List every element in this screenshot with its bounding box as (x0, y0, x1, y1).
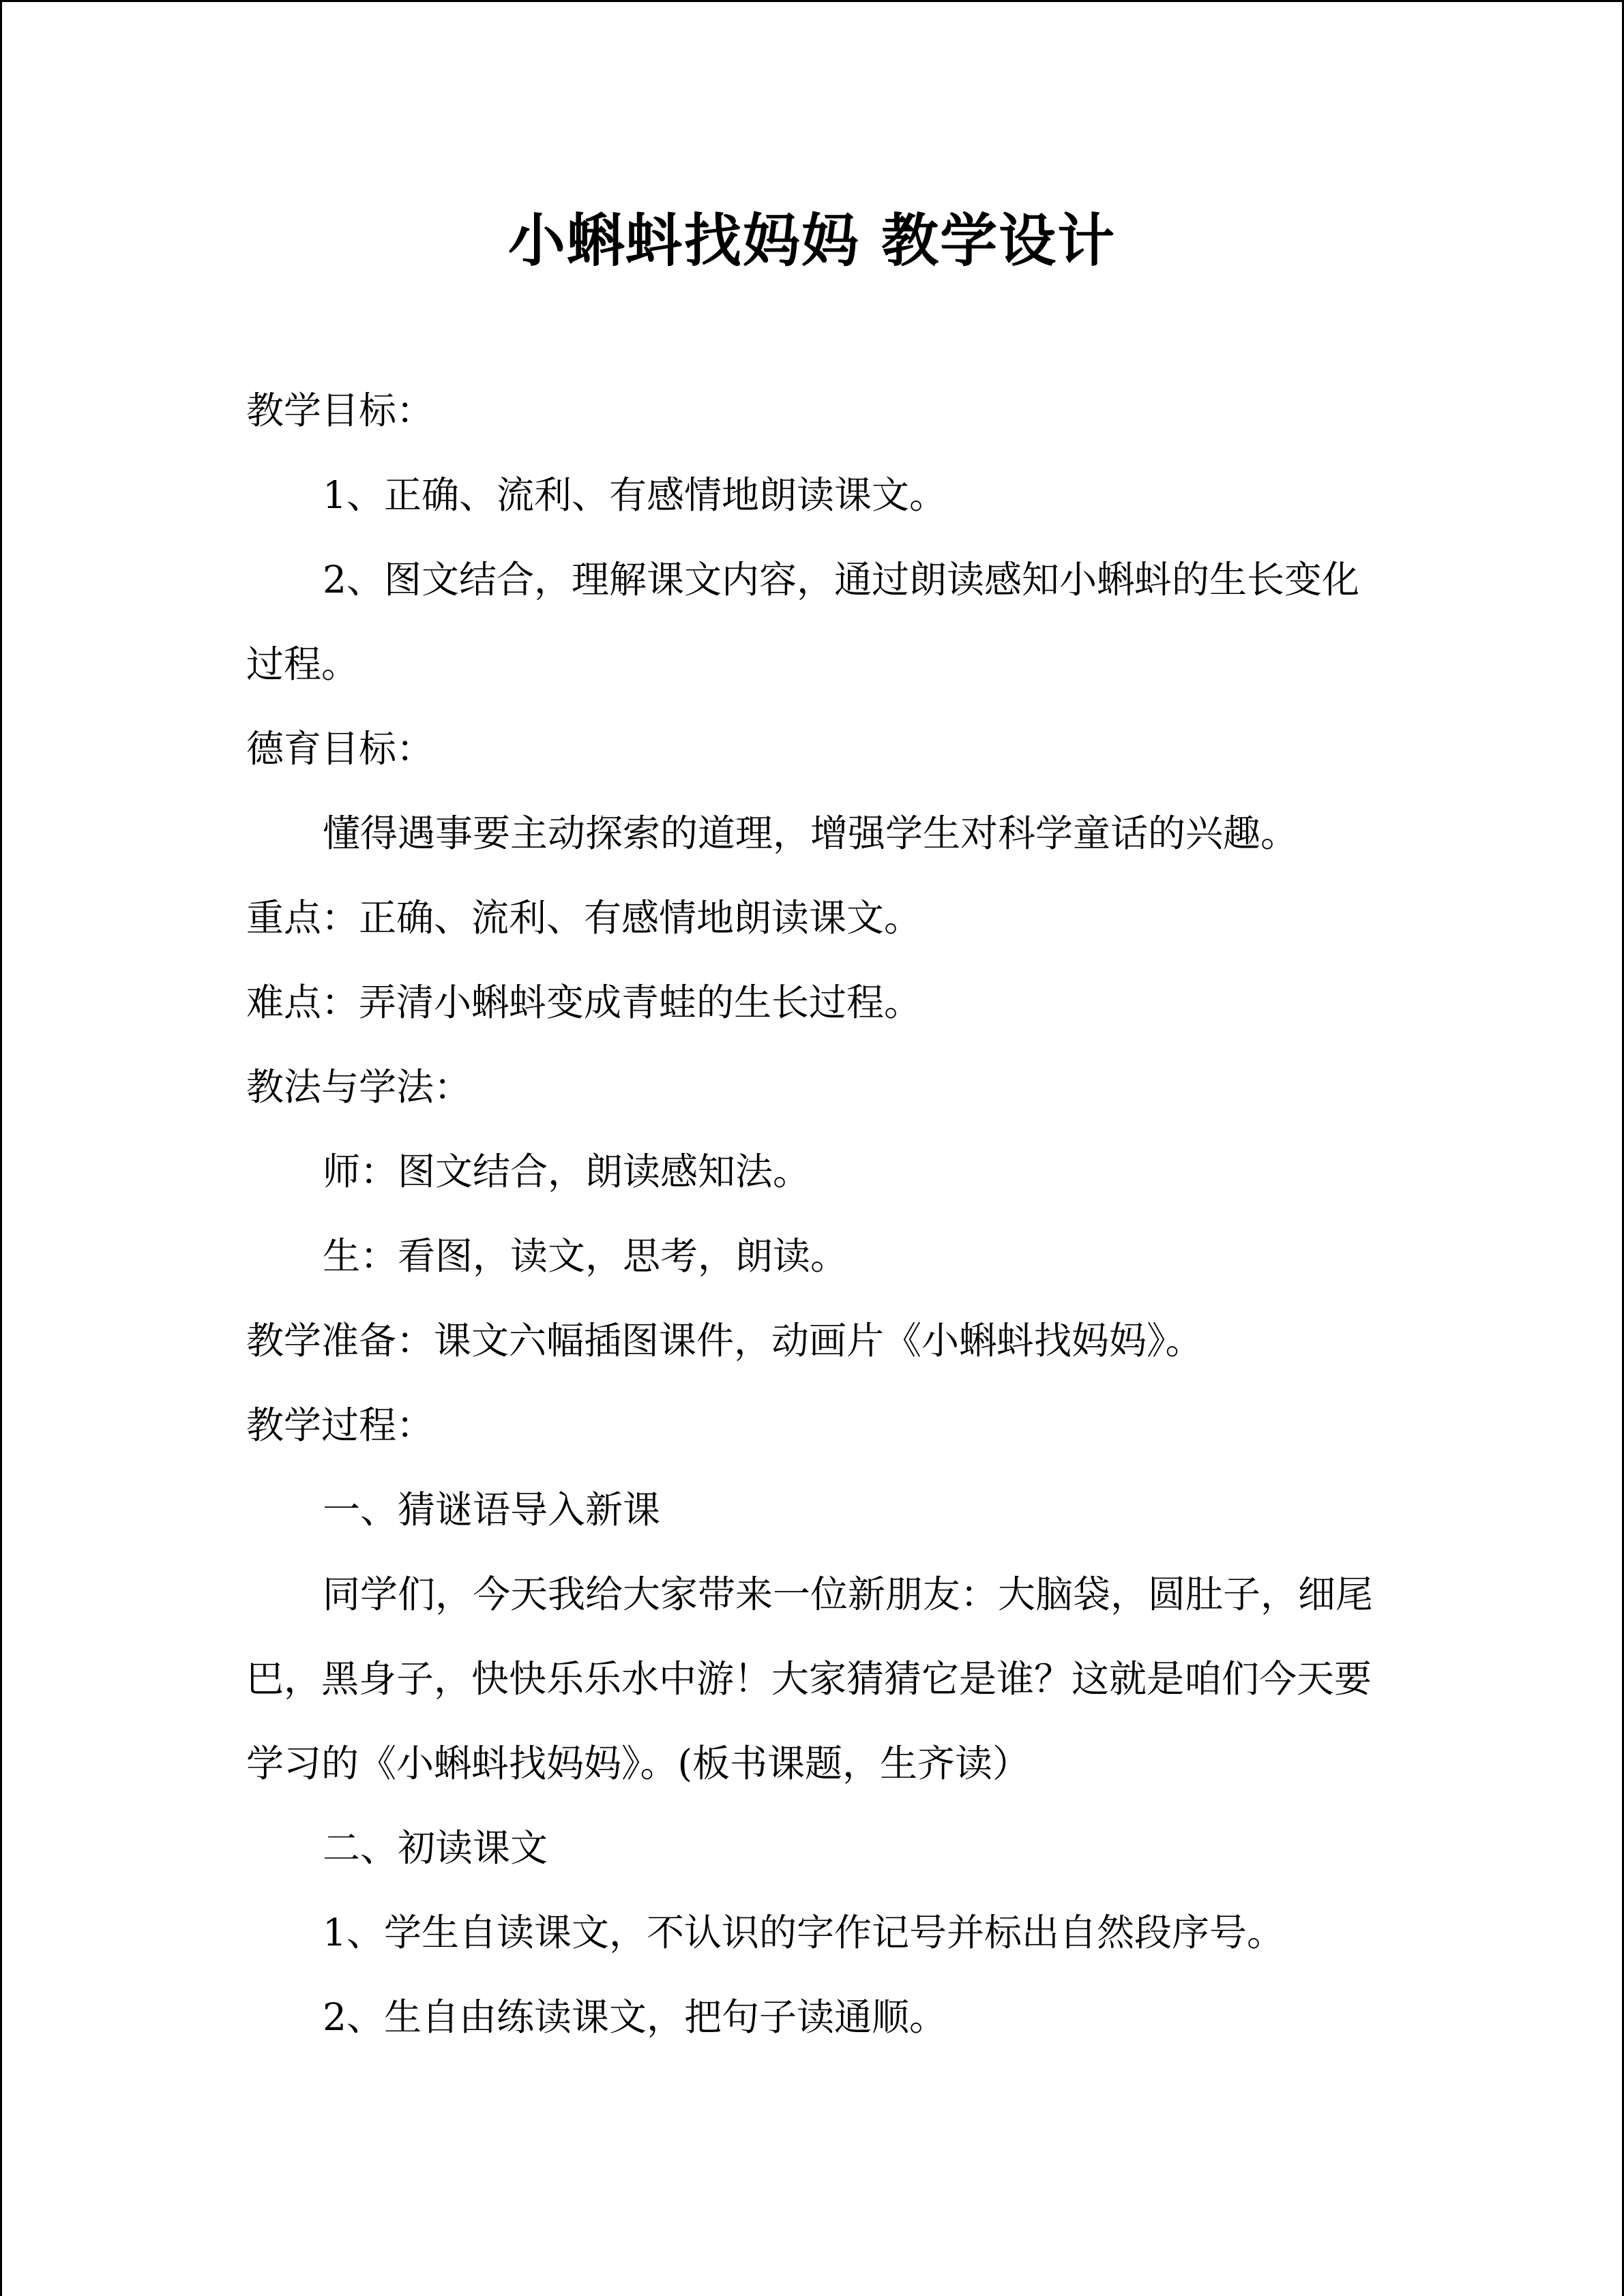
heading-teaching-goals: 教学目标： (246, 389, 434, 432)
document-title: 小蝌蚪找妈妈 教学设计 (507, 207, 1117, 274)
key-point: 重点：正确、流利、有感情地朗读课文。 (246, 896, 922, 940)
teaching-preparation: 教学准备：课文六幅插图课件，动画片《小蝌蚪找妈妈》。 (246, 1319, 1203, 1362)
riddle-paragraph-line-1: 同学们，今天我给大家带来一位新朋友：大脑袋，圆肚子，细尾 (323, 1572, 1374, 1616)
page-border-top (0, 0, 1624, 2)
riddle-paragraph-line-2: 巴，黑身子，快快乐乐水中游！大家猜猜它是谁？这就是咱们今天要 (246, 1657, 1372, 1701)
reading-step-2: 2、生自由练读课文，把句子读通顺。 (323, 1995, 947, 2039)
difficult-point: 难点：弄清小蝌蚪变成青蛙的生长过程。 (246, 981, 922, 1024)
goal-item-1: 1、正确、流利、有感情地朗读课文。 (323, 473, 947, 517)
goal-item-2-continued: 过程。 (246, 642, 359, 686)
moral-goal-text: 懂得遇事要主动探索的道理，增强学生对科学童话的兴趣。 (323, 811, 1299, 855)
student-method: 生：看图，读文，思考，朗读。 (323, 1234, 848, 1278)
process-step-1-heading: 一、猜谜语导入新课 (323, 1488, 661, 1532)
process-step-2-heading: 二、初读课文 (323, 1826, 548, 1870)
page-border-left (0, 0, 2, 2296)
heading-teaching-process: 教学过程： (246, 1403, 434, 1447)
goal-item-2: 2、图文结合，理解课文内容，通过朗读感知小蝌蚪的生长变化 (323, 558, 1359, 601)
reading-step-1: 1、学生自读课文，不认识的字作记号并标出自然段序号。 (323, 1911, 1284, 1954)
heading-moral-goals: 德育目标： (246, 727, 434, 771)
heading-methods: 教法与学法： (246, 1065, 472, 1109)
teacher-method: 师：图文结合，朗读感知法。 (323, 1150, 811, 1193)
riddle-paragraph-line-3: 学习的《小蝌蚪找妈妈》。(板书课题，生齐读） (246, 1742, 1030, 1785)
